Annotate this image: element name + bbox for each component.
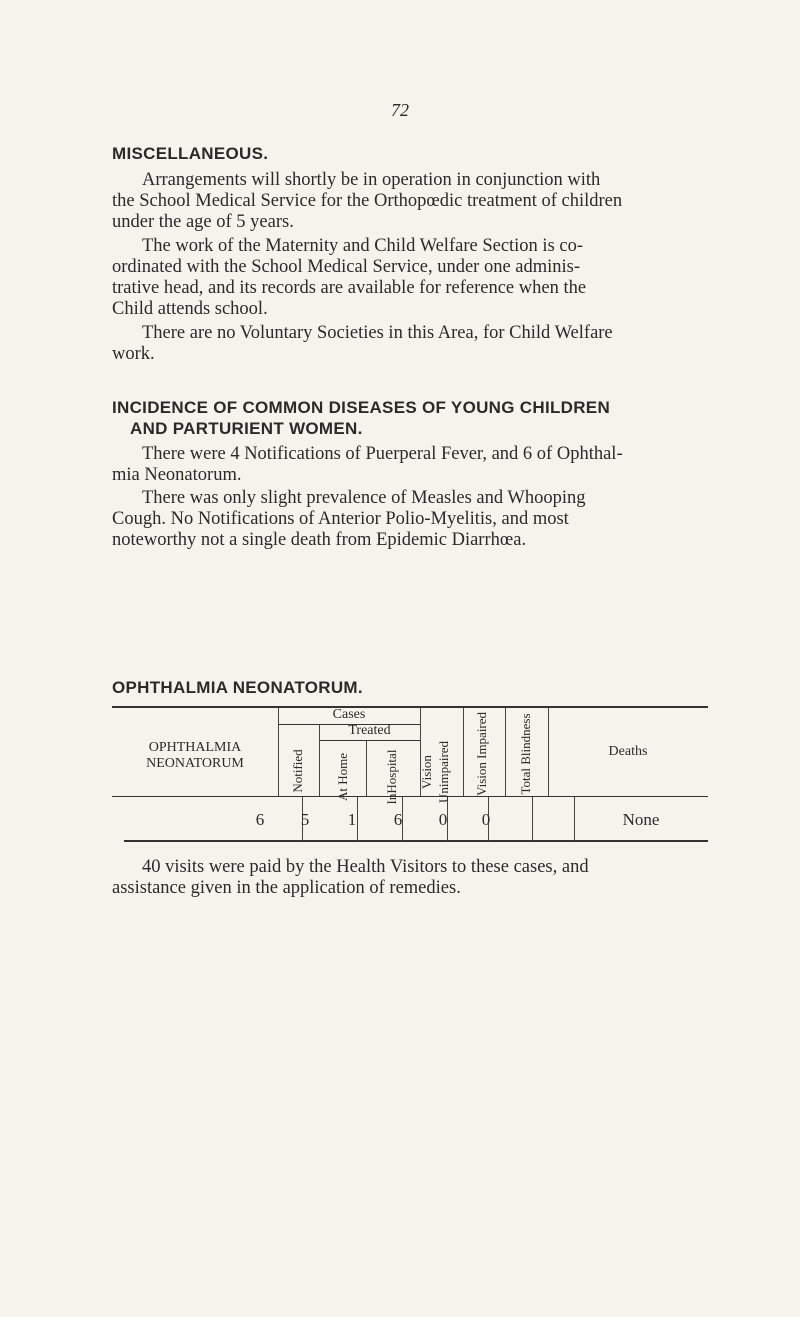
heading-incidence-line2: AND PARTURIENT WOMEN.	[130, 419, 363, 438]
header-treated: Treated	[348, 723, 391, 738]
heading-incidence-line1: INCIDENCE OF COMMON DISEASES OF YOUNG CHILDREN	[112, 398, 611, 417]
paragraph-orthopaedic: Arrangements will shortly be in operation in conjunction with the School Medical Service for the Orthopœdic treatment of children under the age of 5 years.	[112, 170, 623, 232]
rule-v6	[505, 708, 506, 796]
paragraph-prevalence: There was only slight prevalence of Measles and Whooping Cough. No Notifications of Anterior Polio-Myelitis, and most noteworthy not a single death from Epidemic Diarrhœa.	[112, 488, 586, 550]
paragraph-health-visitors: 40 visits were paid by the Health Visitors to these cases, and assistance given in the application of remedies.	[112, 857, 589, 898]
rule-v5	[463, 708, 464, 796]
header-deaths: Deaths	[608, 744, 648, 759]
value-notified: 6	[255, 810, 265, 829]
header-vision-impaired: Vision Impaired	[474, 711, 489, 797]
heading-ophthalmia: OPHTHALMIA NEONATORUM.	[112, 678, 363, 697]
row-label: OPHTHALMIA NEONATORUM	[146, 740, 244, 771]
value-at-home: 5	[300, 810, 310, 829]
table-bottom-rule	[124, 840, 708, 842]
table-mid-rule	[112, 796, 708, 797]
page-number: 72	[391, 100, 409, 120]
rule-v3	[366, 740, 367, 796]
paragraph-notifications: There were 4 Notifications of Puerperal Fever, and 6 of Ophthal- mia Neonatorum.	[112, 444, 623, 485]
heading-miscellaneous: MISCELLANEOUS.	[112, 144, 269, 163]
header-in-hospital: InHospital	[384, 749, 399, 805]
value-vision-unimpaired: 6	[393, 810, 403, 829]
value-vision-impaired: 0	[438, 810, 448, 829]
paragraph-voluntary-societies: There are no Voluntary Societies in this Area, for Child Welfare work.	[112, 323, 613, 364]
ophthalmia-table	[112, 706, 708, 842]
header-vision-unimpaired: Vision Unimpaired	[419, 740, 451, 804]
header-notified: Notified	[290, 749, 305, 793]
value-deaths: None	[622, 810, 660, 829]
header-cases: Cases	[332, 707, 366, 722]
paragraph-maternity-welfare: The work of the Maternity and Child Welfare Section is co- ordinated with the School Medical Service, under one adminis- trative head, and its records are available for reference when the Child attends school.	[112, 236, 587, 319]
rule-b6	[532, 797, 533, 841]
header-at-home: At Home	[335, 752, 350, 802]
value-in-hospital: 1	[347, 810, 357, 829]
header-total-blindness: Total Blindness	[518, 713, 533, 795]
value-total-blindness: 0	[481, 810, 491, 829]
